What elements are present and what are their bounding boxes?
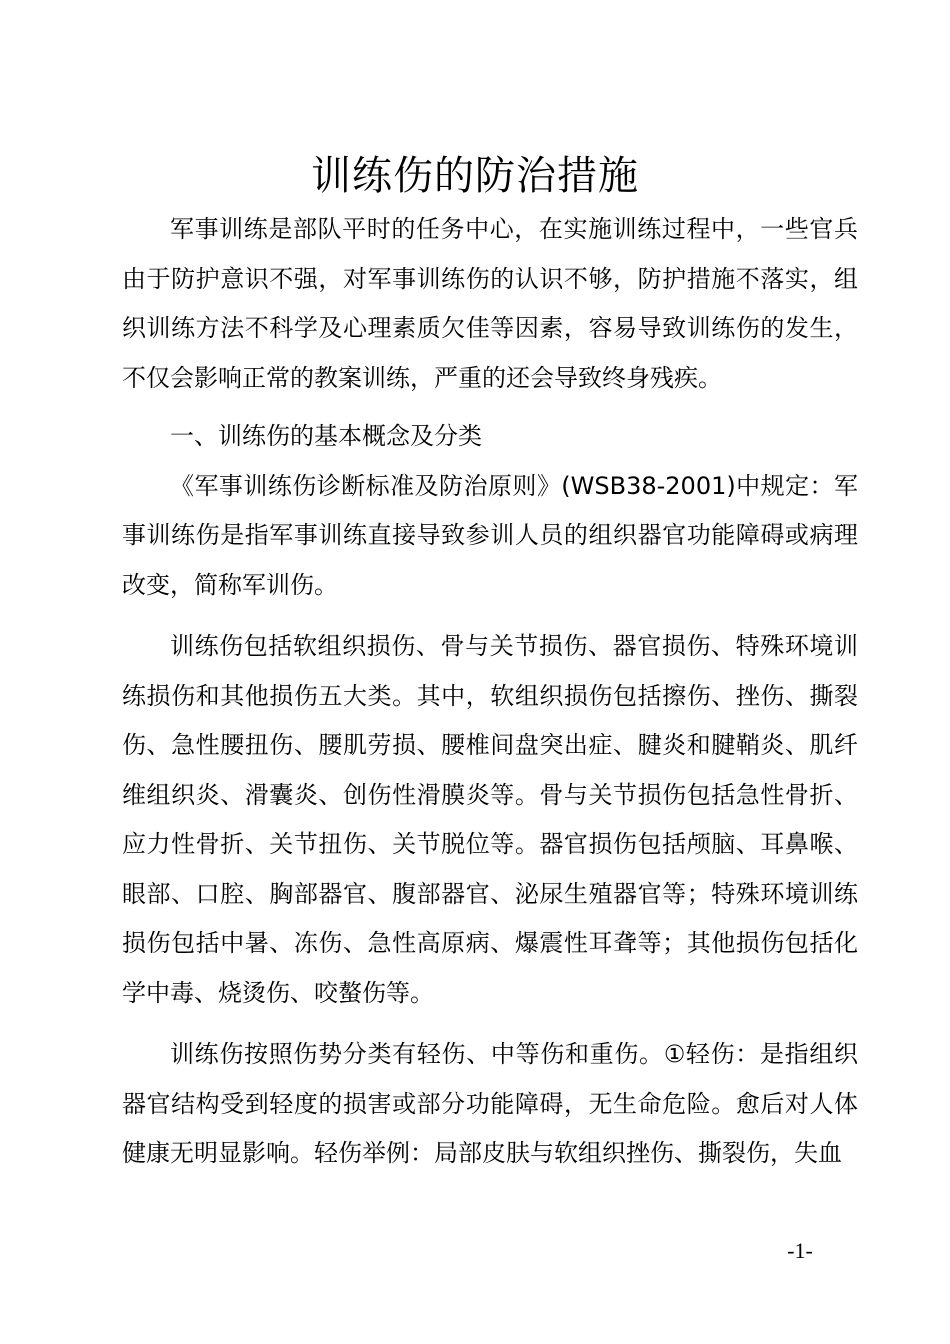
page-number: -1- xyxy=(787,1238,813,1263)
definition-paragraph: 《军事训练伤诊断标准及防治原则》(WSB38-2001)中规定：军事训练伤是指军事训练直接导致参训人员的组织器官功能障碍或病理改变，简称军训伤。 xyxy=(122,471,858,599)
intro-paragraph: 军事训练是部队平时的任务中心，在实施训练过程中，一些官兵由于防护意识不强，对军事训练伤的认识不够，防护措施不落实，组织训练方法不科学及心理素质欠佳等因素，容易导致训练伤的发生，不仅会影响正常的教案训练，严重的还会导致终身残疾。 xyxy=(122,215,858,392)
classification-paragraph: 训练伤包括软组织损伤、骨与关节损伤、器官损伤、特殊环境训练损伤和其他损伤五大类。其中，软组织损伤包括擦伤、挫伤、撕裂伤、急性腰扭伤、腰肌劳损、腰椎间盘突出症、腱炎和腱鞘炎、肌纤维组织炎、滑囊炎、创伤性滑膜炎等。骨与关节损伤包括急性骨折、应力性骨折、关节扭伤、关节脱位等。器官损伤包括颅脑、耳鼻喉、眼部、口腔、胸部器官、腹部器官、泌尿生殖器官等；特殊环境训练损伤包括中暑、冻伤、急性高原病、爆震性耳聋等；其他损伤包括化学中毒、烧烫伤、咬螯伤等。 xyxy=(122,632,858,1007)
document-body xyxy=(122,205,858,1179)
section-heading: 一、训练伤的基本概念及分类 xyxy=(170,422,482,450)
page-title: 训练伤的防治措施 xyxy=(311,153,639,199)
severity-paragraph: 训练伤按照伤势分类有轻伤、中等伤和重伤。①轻伤：是指组织器官结构受到轻度的损害或部分功能障碍，无生命危险。愈后对人体健康无明显影响。轻伤举例：局部皮肤与软组织挫伤、撕裂伤，失血 xyxy=(122,1040,858,1167)
